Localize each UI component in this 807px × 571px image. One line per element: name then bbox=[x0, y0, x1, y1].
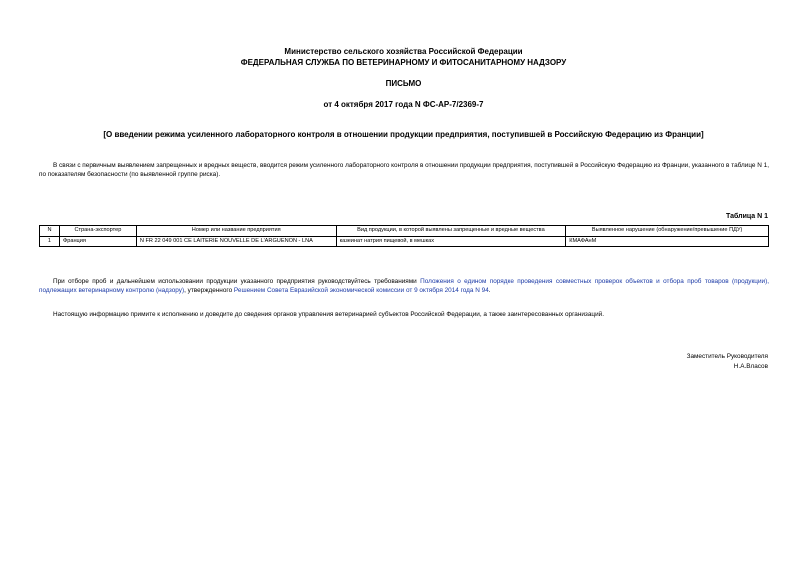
cell-product: казеинат натрия пищевой, в мешках bbox=[336, 236, 566, 247]
header-violation: Выявленное нарушение (обнаружение/превышение ПДУ) bbox=[566, 226, 769, 237]
sampling-text-3: . bbox=[488, 287, 491, 294]
sampling-text-1: При отборе проб и дальнейшем использовании продукции указанного предприятия руководствуйтесь требованиями bbox=[53, 278, 421, 285]
intro-text: В связи с первичным выявлением запрещенных и вредных веществ, вводится режим усиленного лабораторного контроля в отношении продукции предприятия, поступившей в Российскую Федерацию из Франции, указанного в таблице N 1, по показателям безопасности (по выявленной группе риска). bbox=[39, 162, 769, 178]
document-date-number: от 4 октября 2017 года N ФС-АР-7/2369-7 bbox=[323, 100, 484, 109]
table-row bbox=[40, 236, 769, 247]
ministry-name: Министерство сельского хозяйства Российской Федерации bbox=[284, 47, 523, 56]
cell-country: Франция bbox=[59, 236, 136, 247]
sampling-text-2: , утвержденного bbox=[184, 287, 234, 294]
document-type: ПИСЬМО bbox=[385, 79, 422, 88]
header-enterprise: Номер или название предприятия bbox=[136, 226, 336, 237]
document-subject: [О введении режима усиленного лабораторного контроля в отношении продукции предприятия, поступившей в Российскую Федерацию из Франции] bbox=[103, 130, 704, 139]
cell-number: 1 bbox=[40, 236, 60, 247]
table-header-row bbox=[40, 226, 769, 237]
table-caption: Таблица N 1 bbox=[725, 213, 768, 220]
header-product: Вид продукции, в которой выявлены запрещенные и вредные вещества bbox=[336, 226, 566, 237]
signatory-position: Заместитель Руководителя bbox=[686, 353, 768, 360]
intro-paragraph bbox=[39, 161, 769, 179]
cell-enterprise: N FR 22 049 001 CE LAITERIE NOUVELLE DE L'ARGUENON - LNA bbox=[136, 236, 336, 247]
notice-paragraph bbox=[39, 310, 769, 319]
sampling-paragraph bbox=[39, 277, 769, 295]
cell-violation: КМАФАнМ bbox=[566, 236, 769, 247]
header-number: N bbox=[40, 226, 60, 237]
decision-link[interactable]: Решением Совета Евразийской экономической комиссии от 9 октября 2014 года N 94 bbox=[233, 287, 489, 294]
violations-table bbox=[39, 225, 769, 247]
notice-text: Настоящую информацию примите к исполнению и доведите до сведения органов управления ветеринарией субъектов Российской Федерации, а также заинтересованных организаций. bbox=[53, 311, 604, 318]
signatory-name: Н.А.Власов bbox=[733, 363, 768, 370]
service-name: ФЕДЕРАЛЬНАЯ СЛУЖБА ПО ВЕТЕРИНАРНОМУ И ФИТОСАНИТАРНОМУ НАДЗОРУ bbox=[240, 58, 567, 67]
regulation-link[interactable]: Положения о едином порядке проведения совместных проверок объектов и отбора проб товаров (продукции), подлежащих ветеринарному контролю (надзору) bbox=[39, 278, 770, 294]
header-country: Страна-экспортер bbox=[59, 226, 136, 237]
